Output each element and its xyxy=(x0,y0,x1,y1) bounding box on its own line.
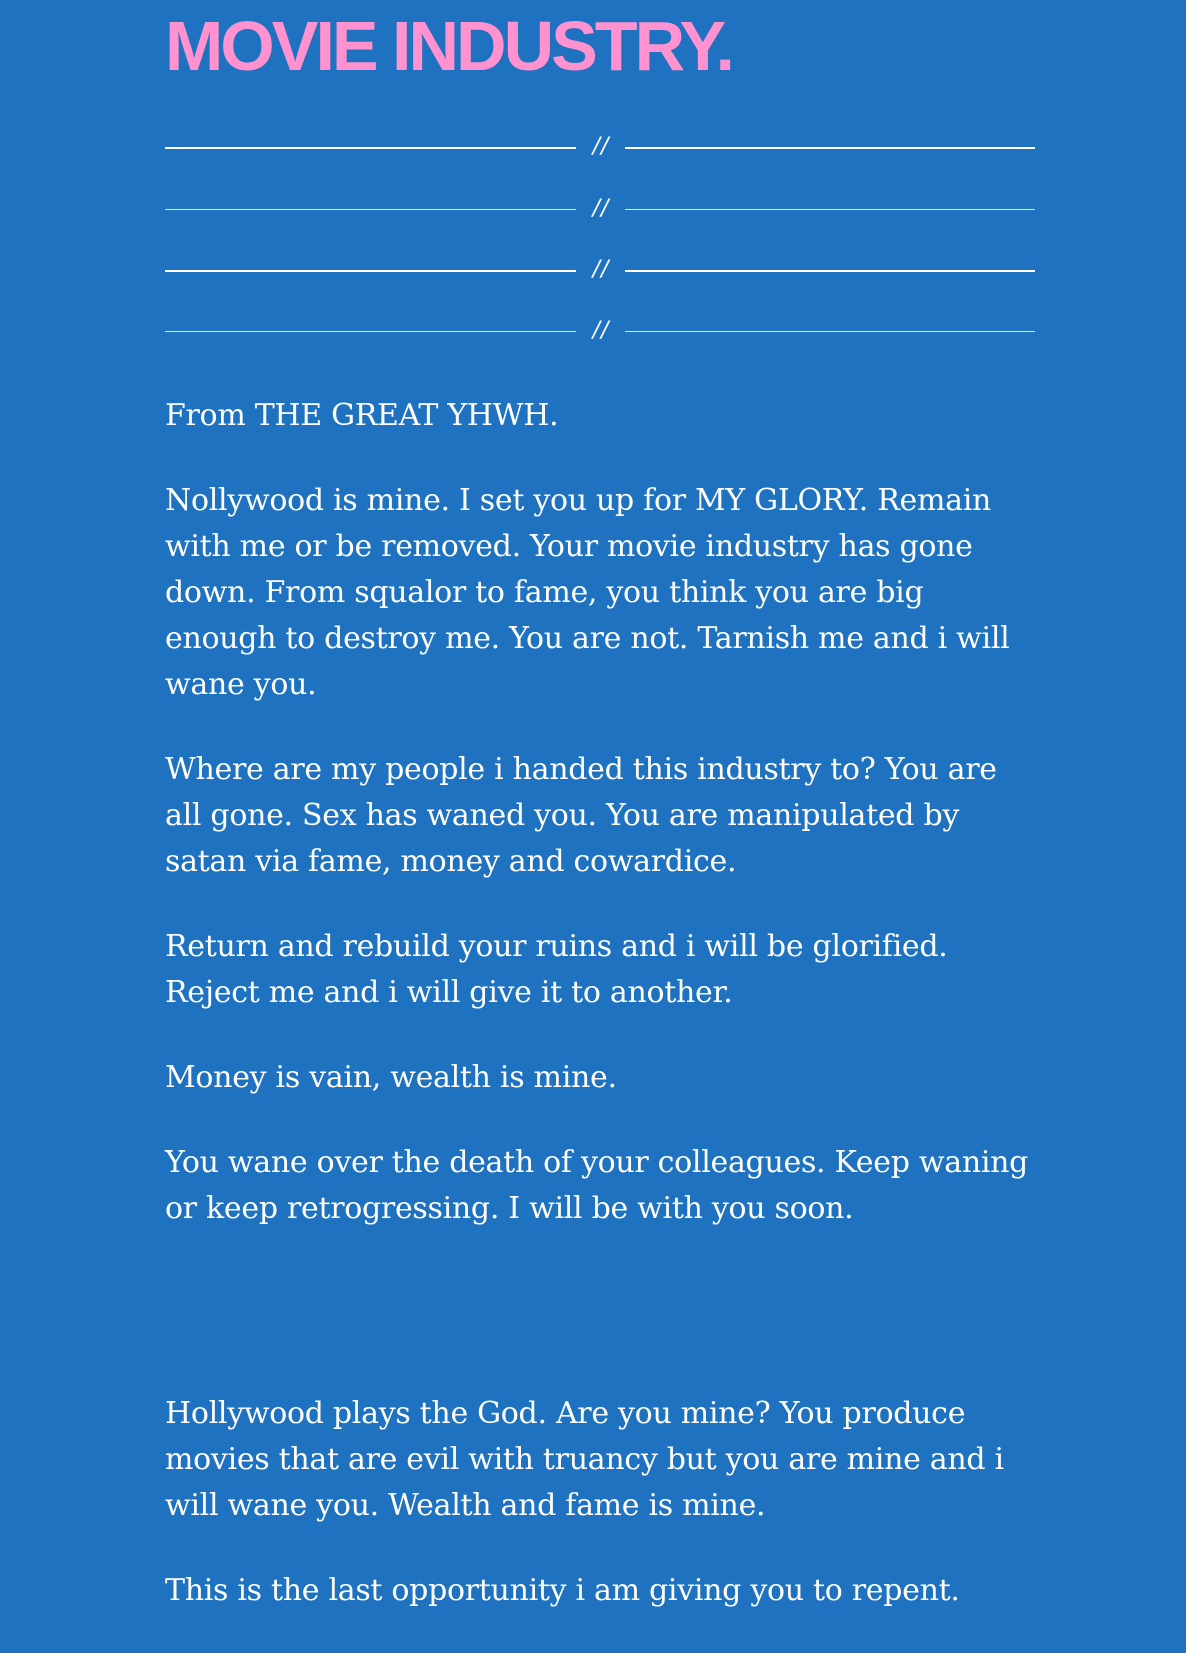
separator xyxy=(165,316,1035,346)
separator-glyph: // xyxy=(592,318,610,343)
separator-line xyxy=(625,331,1035,332)
separator-line xyxy=(625,209,1035,210)
separator xyxy=(165,255,1035,285)
separator xyxy=(165,194,1035,224)
article-body xyxy=(165,393,1035,1653)
separator-glyph: // xyxy=(592,257,610,282)
paragraph-colleagues: You wane over the death of your colleagues. Keep waning or keep retrogressing. I will be with you soon. xyxy=(165,1145,1029,1226)
separator-line xyxy=(165,147,576,149)
paragraph-last-opportunity: This is the last opportunity i am giving you to repent. xyxy=(165,1573,960,1608)
paragraph-source: From THE GREAT YHWH. xyxy=(165,398,559,433)
separator-line xyxy=(165,270,576,272)
separator-line xyxy=(165,209,576,210)
separator-line xyxy=(625,147,1035,149)
separator-line xyxy=(165,331,576,332)
paragraph-spacer xyxy=(165,1271,1035,1391)
paragraph-money-is-vain: Money is vain, wealth is mine. xyxy=(165,1060,617,1095)
paragraph-return-and-rebuild: Return and rebuild your ruins and i will be glorified. Reject me and i will give it to another. xyxy=(165,929,948,1010)
page-title: MOVIE INDUSTRY. xyxy=(165,7,732,85)
separator-glyph: // xyxy=(592,196,610,221)
paragraph-where-are-my-people: Where are my people i handed this industry to? You are all gone. Sex has waned you. You are manipulated by satan via fame, money and cowardice. xyxy=(165,752,997,879)
separator-glyph: // xyxy=(592,134,610,159)
separator xyxy=(165,132,1035,162)
paragraph-nollywood: Nollywood is mine. I set you up for MY GLORY. Remain with me or be removed. Your movie industry has gone down. From squalor to fame, you think you are big enough to destroy me. You are not. Tarnish me and i will wane you. xyxy=(165,483,1010,702)
separator-line xyxy=(625,270,1035,272)
paragraph-hollywood: Hollywood plays the God. Are you mine? You produce movies that are evil with truancy but you are mine and i will wane you. Wealth and fame is mine. xyxy=(165,1396,1004,1523)
